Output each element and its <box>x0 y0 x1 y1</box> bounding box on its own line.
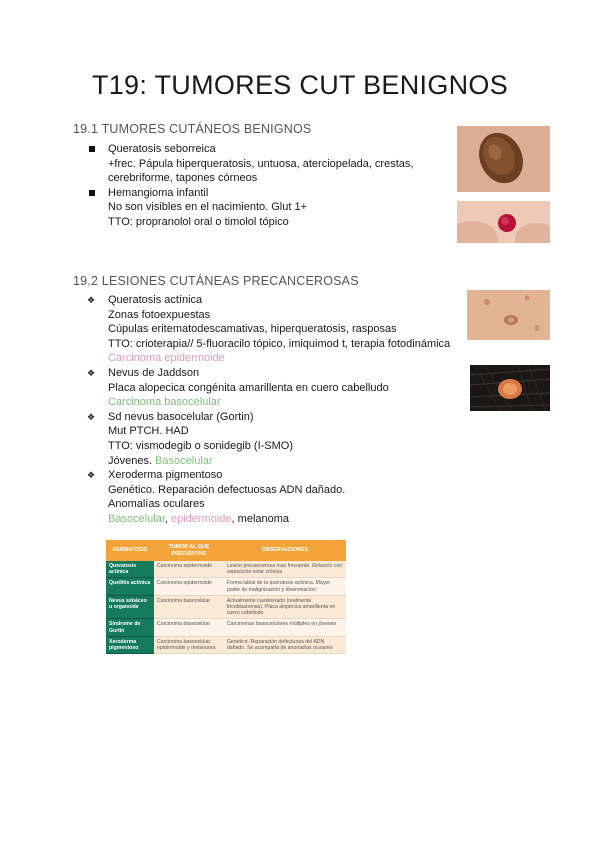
section-heading-benignos: 19.1 TUMORES CUTÁNEOS BENIGNOS <box>73 122 312 136</box>
table-cell: Síndrome de Gorlin <box>106 619 154 636</box>
table-cell: Genético. Reparación defectuosa del ADN dañado. Se acompaña de anomalías oculares <box>224 636 346 653</box>
item-line-prefix: Jóvenes. <box>108 454 153 467</box>
diamond-bullet-icon: ❖ <box>87 295 96 305</box>
item-line: cerebriforme, tapones córneos <box>108 172 258 185</box>
table-row <box>106 561 346 578</box>
separator: , <box>164 512 171 525</box>
actinic-keratosis-photo <box>467 290 550 340</box>
table-row <box>106 619 346 636</box>
list-item <box>87 186 413 230</box>
table-header: TUMOR AL QUE PREDISPONE <box>154 540 224 561</box>
tumor-tag: Basocelular <box>108 512 165 525</box>
item-line: TTO: propranolol oral o timolol tópico <box>108 215 289 228</box>
table-cell: Lesión precancerosa más frecuente. Relación con exposición solar crónica <box>224 561 346 578</box>
item-line: +frec. Pápula hiperqueratosis, untuosa, aterciopelada, crestas, <box>108 157 414 170</box>
item-line: No son visibles en el nacimiento. Glut 1+ <box>108 201 308 214</box>
tumor-tag: Basocelular <box>155 454 213 467</box>
table-cell: Nevus sebáceo u organoide <box>106 595 154 619</box>
tumor-tag-melanoma: , melanoma <box>231 512 290 525</box>
item-line: Anomalías oculares <box>108 498 205 511</box>
nevus-sebaceous-photo <box>470 365 550 411</box>
page-title: T19: TUMORES CUT BENIGNOS <box>91 70 509 100</box>
table-cell: Forma labial de la queratosis actínica. Mayor poder de malignización y diseminación <box>224 578 346 595</box>
diamond-bullet-icon: ❖ <box>87 411 96 422</box>
list-item <box>87 293 450 366</box>
table-cell: Actualmente cuestionado (realmente tricoblastomas). Placa alopécica amarillenta en cuero cabelludo <box>224 595 346 619</box>
tumor-tag: Carcinoma basocelular <box>108 396 221 409</box>
diamond-bullet-icon: ❖ <box>87 470 96 481</box>
item-line: Genético. Reparación defectuosas ADN dañado. <box>108 483 346 496</box>
table-cell: Carcinoma basocelular, epidermoide y melanoma <box>154 636 224 653</box>
item-line <box>108 454 450 469</box>
table-cell: Carcinoma basocelular <box>154 619 224 636</box>
square-bullet-icon <box>89 190 95 196</box>
table-cell: Carcinomas basocelulares múltiples en jóvenes <box>224 619 346 636</box>
table-header: OBSERVACIONES <box>224 540 346 561</box>
item-line: TTO: crioterapia// 5-fluoracilo tópico, imiquimod t, terapia fotodinámica <box>108 337 451 350</box>
item-line: Placa alopecica congénita amarillenta en cuero cabelludo <box>108 381 389 394</box>
list-item <box>87 410 450 468</box>
item-label: Queratosis seborreica <box>108 143 216 155</box>
square-bullet-icon <box>89 146 95 152</box>
item-line <box>108 512 450 527</box>
table-header: DERMATOSIS <box>106 540 154 561</box>
table-row <box>106 578 346 595</box>
table-cell: Carcinoma basocelular <box>154 595 224 619</box>
list-item <box>87 366 450 410</box>
item-line: Zonas fotoexpuestas <box>108 308 211 321</box>
dermatosis-table <box>106 540 346 654</box>
tumor-tag: epidermoide <box>171 512 232 525</box>
item-label: Xeroderma pigmentoso <box>108 469 223 482</box>
item-label: Nevus de Jaddson <box>108 366 200 379</box>
item-line: TTO: vismodegib o sonidegib (I-SMO) <box>108 439 294 452</box>
section-heading-precancerosas: 19.2 LESIONES CUTÁNEAS PRECANCEROSAS <box>73 274 359 288</box>
table-row <box>106 636 346 653</box>
seborrheic-keratosis-photo <box>457 126 550 192</box>
item-line: Mut PTCH. HAD <box>108 425 189 438</box>
item-label: Hemangioma infantil <box>108 186 209 199</box>
list-item <box>87 142 413 186</box>
table-row <box>106 595 346 619</box>
table-cell: Xeroderma pigmentoso <box>106 636 154 653</box>
table-cell: Carcinoma epidermoide <box>154 561 224 578</box>
tumor-tag: Carcinoma epidermoide <box>108 352 225 365</box>
benign-tumor-list <box>87 142 413 230</box>
table-cell: Queratosis actínica <box>106 561 154 578</box>
diamond-bullet-icon: ❖ <box>87 367 96 378</box>
table-cell: Carcinoma epidermoide <box>154 578 224 595</box>
item-label: Queratosis actínica <box>108 294 203 306</box>
list-item <box>87 468 450 526</box>
precancerous-list <box>87 293 450 527</box>
table-cell: Queilitis actínica <box>106 578 154 595</box>
item-line: Cúpulas eritematodescamativas, hiperqueratosis, rasposas <box>108 323 397 336</box>
hemangioma-photo <box>457 201 550 243</box>
item-label: Sd nevus basocelular (Gortin) <box>108 410 254 423</box>
